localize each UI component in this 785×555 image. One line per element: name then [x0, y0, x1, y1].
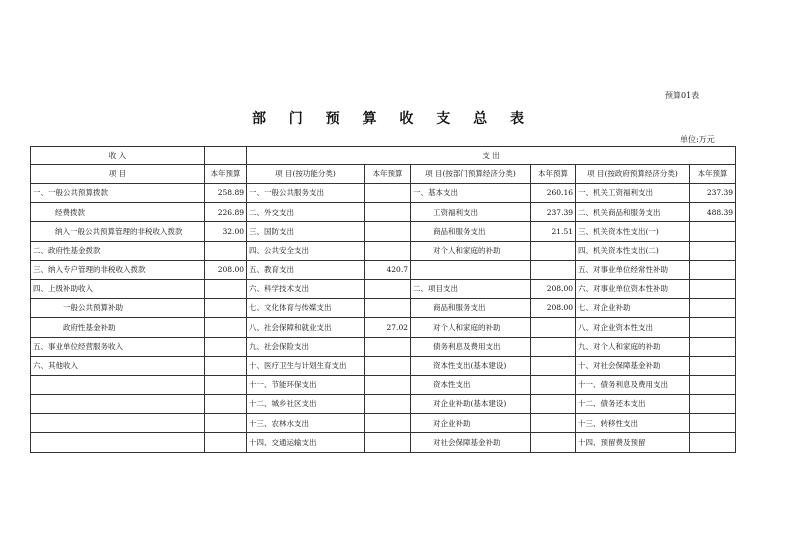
gov-econ-item-cell: 三、机关资本性支出(一) [576, 222, 690, 241]
func-item-cell: 十四、交通运输支出 [247, 433, 365, 452]
section-header-row [31, 147, 736, 165]
dept-econ-item-cell: 对企业补助 [411, 414, 531, 433]
gov-econ-budget-cell [690, 279, 736, 298]
dept-econ-budget-cell: 208.00 [531, 279, 576, 298]
gov-econ-budget-cell [690, 337, 736, 356]
func-item-cell: 十、医疗卫生与计划生育支出 [247, 356, 365, 375]
col-header-budget: 本年预算 [365, 165, 411, 184]
func-budget-cell [365, 299, 411, 318]
budget-summary-table [30, 146, 736, 453]
func-budget-cell [365, 433, 411, 452]
func-budget-cell [365, 241, 411, 260]
page-title: 部 门 预 算 收 支 总 表 [251, 111, 534, 127]
dept-econ-budget-cell [531, 395, 576, 414]
income-budget-cell [205, 299, 247, 318]
dept-econ-item-cell: 对个人和家庭的补助 [411, 241, 531, 260]
func-item-cell: 五、教育支出 [247, 260, 365, 279]
func-item-cell: 七、文化体育与传媒支出 [247, 299, 365, 318]
func-budget-cell [365, 184, 411, 203]
col-header-func: 项 目(按功能分类) [247, 165, 365, 184]
func-item-cell: 十三、农林水支出 [247, 414, 365, 433]
gov-econ-budget-cell [690, 375, 736, 394]
func-budget-cell [365, 222, 411, 241]
func-item-cell: 十二、城乡社区支出 [247, 395, 365, 414]
income-budget-cell: 208.00 [205, 260, 247, 279]
func-budget-cell [365, 337, 411, 356]
income-budget-cell [205, 279, 247, 298]
dept-econ-budget-cell: 21.51 [531, 222, 576, 241]
func-item-cell: 八、社会保障和就业支出 [247, 318, 365, 337]
func-budget-cell: 27.02 [365, 318, 411, 337]
income-item-cell: 一、一般公共预算拨款 [31, 184, 205, 203]
gov-econ-budget-cell [690, 318, 736, 337]
col-header-dept-econ: 项 目(按部门预算经济分类) [411, 165, 531, 184]
func-budget-cell [365, 395, 411, 414]
income-item-cell: 一般公共预算补助 [31, 299, 205, 318]
income-item-cell: 五、事业单位经营服务收入 [31, 337, 205, 356]
form-number: 预算01表 [665, 91, 700, 100]
income-budget-cell [205, 241, 247, 260]
col-header-budget: 本年预算 [205, 165, 247, 184]
gov-econ-budget-cell [690, 395, 736, 414]
table-row [31, 260, 736, 279]
func-item-cell: 六、科学技术支出 [247, 279, 365, 298]
dept-econ-budget-cell [531, 241, 576, 260]
income-item-cell: 二、政府性基金拨款 [31, 241, 205, 260]
income-item-cell [31, 433, 205, 452]
dept-econ-budget-cell [531, 356, 576, 375]
dept-econ-item-cell [411, 260, 531, 279]
table-row [31, 279, 736, 298]
gov-econ-item-cell: 二、机关商品和服务支出 [576, 203, 690, 222]
gov-econ-budget-cell [690, 414, 736, 433]
unit-label: 单位:万元 [680, 135, 715, 144]
table-row [31, 241, 736, 260]
dept-econ-budget-cell [531, 318, 576, 337]
col-header-budget: 本年预算 [690, 165, 736, 184]
gov-econ-item-cell: 十一、债务利息及费用支出 [576, 375, 690, 394]
gov-econ-budget-cell: 237.39 [690, 184, 736, 203]
gov-econ-item-cell: 九、对个人和家庭的补助 [576, 337, 690, 356]
gov-econ-budget-cell [690, 433, 736, 452]
income-budget-cell [205, 337, 247, 356]
func-budget-cell [365, 356, 411, 375]
gov-econ-item-cell: 四、机关资本性支出(二) [576, 241, 690, 260]
func-item-cell: 十一、节能环保支出 [247, 375, 365, 394]
dept-econ-budget-cell [531, 433, 576, 452]
income-budget-cell [205, 433, 247, 452]
income-budget-cell [205, 318, 247, 337]
table-row [31, 299, 736, 318]
gov-econ-budget-cell [690, 260, 736, 279]
income-budget-cell: 226.89 [205, 203, 247, 222]
table-row [31, 395, 736, 414]
expense-header: 支 出 [247, 147, 736, 165]
func-budget-cell [365, 414, 411, 433]
table-row [31, 318, 736, 337]
dept-econ-item-cell: 商品和服务支出 [411, 299, 531, 318]
dept-econ-item-cell: 资本性支出 [411, 375, 531, 394]
gov-econ-item-cell: 一、机关工资福利支出 [576, 184, 690, 203]
dept-econ-budget-cell [531, 337, 576, 356]
func-budget-cell [365, 375, 411, 394]
income-item-cell: 政府性基金补助 [31, 318, 205, 337]
func-budget-cell: 420.7 [365, 260, 411, 279]
gov-econ-item-cell: 六、对事业单位资本性补助 [576, 279, 690, 298]
gov-econ-budget-cell [690, 241, 736, 260]
dept-econ-item-cell: 商品和服务支出 [411, 222, 531, 241]
dept-econ-budget-cell: 260.16 [531, 184, 576, 203]
gov-econ-item-cell: 十、对社会保障基金补助 [576, 356, 690, 375]
income-item-cell: 纳入一般公共预算管理的非税收入拨款 [31, 222, 205, 241]
income-item-cell [31, 414, 205, 433]
dept-econ-item-cell: 二、项目支出 [411, 279, 531, 298]
income-item-cell: 六、其他收入 [31, 356, 205, 375]
dept-econ-item-cell: 对企业补助(基本建设) [411, 395, 531, 414]
dept-econ-item-cell: 对个人和家庭的补助 [411, 318, 531, 337]
dept-econ-item-cell: 一、基本支出 [411, 184, 531, 203]
gov-econ-budget-cell: 488.39 [690, 203, 736, 222]
table-row [31, 222, 736, 241]
income-budget-cell [205, 375, 247, 394]
func-item-cell: 一、一般公共服务支出 [247, 184, 365, 203]
dept-econ-budget-cell [531, 260, 576, 279]
gov-econ-budget-cell [690, 356, 736, 375]
func-item-cell: 三、国防支出 [247, 222, 365, 241]
income-budget-cell [205, 356, 247, 375]
income-item-cell [31, 375, 205, 394]
dept-econ-budget-cell: 237.39 [531, 203, 576, 222]
table-row [31, 337, 736, 356]
income-item-cell: 三、纳入专户管理的非税收入拨款 [31, 260, 205, 279]
income-budget-cell [205, 395, 247, 414]
table-row [31, 356, 736, 375]
col-header-budget: 本年预算 [531, 165, 576, 184]
func-budget-cell [365, 203, 411, 222]
dept-econ-budget-cell: 208.00 [531, 299, 576, 318]
gov-econ-budget-cell [690, 222, 736, 241]
dept-econ-item-cell: 债务利息及费用支出 [411, 337, 531, 356]
income-budget-cell: 32.00 [205, 222, 247, 241]
table-row [31, 203, 736, 222]
table-row [31, 433, 736, 452]
column-header-row [31, 165, 736, 184]
func-item-cell: 九、社会保险支出 [247, 337, 365, 356]
empty-cell [205, 147, 247, 165]
income-item-cell: 四、上级补助收入 [31, 279, 205, 298]
func-item-cell: 四、公共安全支出 [247, 241, 365, 260]
dept-econ-item-cell: 工资福利支出 [411, 203, 531, 222]
income-header: 收 入 [31, 147, 205, 165]
col-header-gov-econ: 项 目(按政府预算经济分类) [576, 165, 690, 184]
gov-econ-item-cell: 七、对企业补助 [576, 299, 690, 318]
gov-econ-item-cell: 十三、转移性支出 [576, 414, 690, 433]
gov-econ-item-cell: 十二、债务还本支出 [576, 395, 690, 414]
dept-econ-budget-cell [531, 414, 576, 433]
func-item-cell: 二、外交支出 [247, 203, 365, 222]
table-row [31, 414, 736, 433]
income-budget-cell [205, 414, 247, 433]
table-row [31, 375, 736, 394]
income-budget-cell: 258.89 [205, 184, 247, 203]
gov-econ-item-cell: 五、对事业单位经常性补助 [576, 260, 690, 279]
income-item-cell: 经费拨款 [31, 203, 205, 222]
income-item-cell [31, 395, 205, 414]
dept-econ-item-cell: 对社会保障基金补助 [411, 433, 531, 452]
gov-econ-item-cell: 八、对企业资本性支出 [576, 318, 690, 337]
func-budget-cell [365, 279, 411, 298]
dept-econ-budget-cell [531, 375, 576, 394]
gov-econ-budget-cell [690, 299, 736, 318]
gov-econ-item-cell: 十四、预留费及预留 [576, 433, 690, 452]
col-header-item: 项 目 [31, 165, 205, 184]
table-row [31, 184, 736, 203]
dept-econ-item-cell: 资本性支出(基本建设) [411, 356, 531, 375]
